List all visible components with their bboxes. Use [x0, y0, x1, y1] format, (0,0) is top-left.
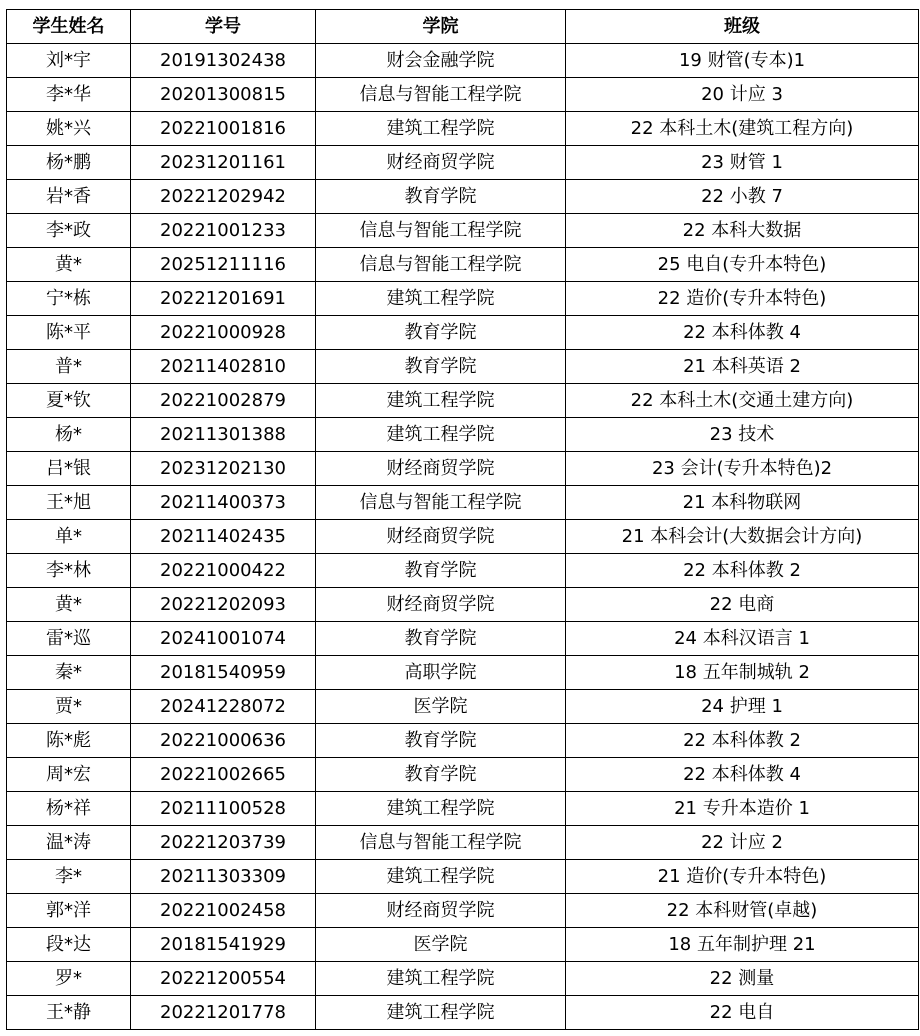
cell-class: 21 造价(专升本特色): [566, 860, 919, 894]
cell-student-name: 岩*香: [7, 180, 131, 214]
cell-student-id: 20221001233: [131, 214, 316, 248]
cell-student-name: 李*政: [7, 214, 131, 248]
table-row: [7, 962, 919, 996]
cell-class: 22 造价(专升本特色): [566, 282, 919, 316]
cell-class: 22 本科土木(建筑工程方向): [566, 112, 919, 146]
table-header: [7, 10, 919, 44]
cell-class: 22 本科财管(卓越): [566, 894, 919, 928]
cell-college: 教育学院: [316, 554, 566, 588]
cell-student-id: 20221001816: [131, 112, 316, 146]
table-row: [7, 690, 919, 724]
cell-student-name: 黄*: [7, 248, 131, 282]
cell-class: 24 本科汉语言 1: [566, 622, 919, 656]
cell-college: 财经商贸学院: [316, 146, 566, 180]
cell-student-name: 温*涛: [7, 826, 131, 860]
cell-college: 信息与智能工程学院: [316, 78, 566, 112]
cell-college: 信息与智能工程学院: [316, 486, 566, 520]
cell-class: 19 财管(专本)1: [566, 44, 919, 78]
cell-class: 22 本科体教 4: [566, 316, 919, 350]
cell-class: 22 电商: [566, 588, 919, 622]
cell-student-id: 20211100528: [131, 792, 316, 826]
cell-student-name: 陈*彪: [7, 724, 131, 758]
cell-student-id: 20201300815: [131, 78, 316, 112]
cell-student-id: 20191302438: [131, 44, 316, 78]
cell-student-name: 姚*兴: [7, 112, 131, 146]
cell-college: 信息与智能工程学院: [316, 826, 566, 860]
cell-college: 建筑工程学院: [316, 860, 566, 894]
cell-class: 25 电自(专升本特色): [566, 248, 919, 282]
cell-college: 建筑工程学院: [316, 962, 566, 996]
cell-student-name: 杨*祥: [7, 792, 131, 826]
cell-class: 22 本科土木(交通土建方向): [566, 384, 919, 418]
table-row: [7, 146, 919, 180]
table-row: [7, 112, 919, 146]
cell-college: 信息与智能工程学院: [316, 248, 566, 282]
cell-student-id: 20211402810: [131, 350, 316, 384]
table-row: [7, 486, 919, 520]
cell-class: 22 本科体教 2: [566, 724, 919, 758]
table-row: [7, 180, 919, 214]
cell-student-id: 20211303309: [131, 860, 316, 894]
cell-student-name: 郭*洋: [7, 894, 131, 928]
table-row: [7, 928, 919, 962]
cell-student-id: 20241228072: [131, 690, 316, 724]
table-row: [7, 248, 919, 282]
cell-class: 22 本科体教 2: [566, 554, 919, 588]
table-row: [7, 214, 919, 248]
table-row: [7, 452, 919, 486]
cell-student-name: 夏*钦: [7, 384, 131, 418]
cell-class: 20 计应 3: [566, 78, 919, 112]
table-row: [7, 724, 919, 758]
header-college: 学院: [316, 10, 566, 44]
cell-student-name: 王*静: [7, 996, 131, 1030]
cell-student-id: 20241001074: [131, 622, 316, 656]
table-row: [7, 384, 919, 418]
cell-college: 财经商贸学院: [316, 894, 566, 928]
cell-student-id: 20231202130: [131, 452, 316, 486]
cell-student-id: 20221000928: [131, 316, 316, 350]
table-row: [7, 792, 919, 826]
cell-student-id: 20231201161: [131, 146, 316, 180]
cell-student-name: 秦*: [7, 656, 131, 690]
cell-student-name: 普*: [7, 350, 131, 384]
table-row: [7, 44, 919, 78]
table-row: [7, 554, 919, 588]
cell-class: 21 本科物联网: [566, 486, 919, 520]
cell-student-id: 20221200554: [131, 962, 316, 996]
cell-student-name: 宁*栋: [7, 282, 131, 316]
cell-student-name: 黄*: [7, 588, 131, 622]
cell-student-name: 罗*: [7, 962, 131, 996]
cell-student-id: 20181541929: [131, 928, 316, 962]
cell-college: 建筑工程学院: [316, 996, 566, 1030]
cell-student-id: 20251211116: [131, 248, 316, 282]
cell-college: 财会金融学院: [316, 44, 566, 78]
cell-college: 高职学院: [316, 656, 566, 690]
cell-class: 18 五年制护理 21: [566, 928, 919, 962]
cell-student-id: 20221203739: [131, 826, 316, 860]
cell-class: 18 五年制城轨 2: [566, 656, 919, 690]
cell-college: 教育学院: [316, 180, 566, 214]
cell-student-name: 雷*巡: [7, 622, 131, 656]
cell-student-name: 杨*鹏: [7, 146, 131, 180]
header-student-id: 学号: [131, 10, 316, 44]
table-row: [7, 588, 919, 622]
header-student-name: 学生姓名: [7, 10, 131, 44]
cell-student-id: 20211402435: [131, 520, 316, 554]
table-row: [7, 894, 919, 928]
cell-class: 24 护理 1: [566, 690, 919, 724]
cell-student-name: 陈*平: [7, 316, 131, 350]
cell-college: 医学院: [316, 928, 566, 962]
cell-student-name: 单*: [7, 520, 131, 554]
table-row: [7, 826, 919, 860]
cell-student-id: 20181540959: [131, 656, 316, 690]
cell-college: 财经商贸学院: [316, 452, 566, 486]
cell-college: 教育学院: [316, 316, 566, 350]
cell-class: 22 小教 7: [566, 180, 919, 214]
cell-student-name: 杨*: [7, 418, 131, 452]
cell-student-id: 20221202942: [131, 180, 316, 214]
table-row: [7, 78, 919, 112]
cell-class: 23 财管 1: [566, 146, 919, 180]
cell-college: 教育学院: [316, 350, 566, 384]
cell-class: 22 测量: [566, 962, 919, 996]
cell-college: 建筑工程学院: [316, 418, 566, 452]
cell-class: 22 计应 2: [566, 826, 919, 860]
cell-student-id: 20211400373: [131, 486, 316, 520]
cell-student-name: 李*: [7, 860, 131, 894]
table-row: [7, 282, 919, 316]
table-row: [7, 622, 919, 656]
table-row: [7, 656, 919, 690]
cell-student-name: 吕*银: [7, 452, 131, 486]
cell-class: 21 本科会计(大数据会计方向): [566, 520, 919, 554]
cell-college: 教育学院: [316, 758, 566, 792]
table-row: [7, 758, 919, 792]
cell-student-name: 李*林: [7, 554, 131, 588]
cell-class: 22 本科大数据: [566, 214, 919, 248]
table-row: [7, 996, 919, 1030]
cell-student-id: 20221202093: [131, 588, 316, 622]
cell-student-name: 李*华: [7, 78, 131, 112]
cell-student-id: 20221002458: [131, 894, 316, 928]
cell-college: 财经商贸学院: [316, 588, 566, 622]
cell-student-id: 20221201691: [131, 282, 316, 316]
cell-class: 21 本科英语 2: [566, 350, 919, 384]
cell-class: 23 会计(专升本特色)2: [566, 452, 919, 486]
cell-student-id: 20221000422: [131, 554, 316, 588]
cell-student-name: 周*宏: [7, 758, 131, 792]
header-row: [7, 10, 919, 44]
cell-student-name: 贾*: [7, 690, 131, 724]
table-row: [7, 860, 919, 894]
header-class: 班级: [566, 10, 919, 44]
cell-class: 22 本科体教 4: [566, 758, 919, 792]
cell-student-id: 20221000636: [131, 724, 316, 758]
cell-college: 建筑工程学院: [316, 792, 566, 826]
cell-student-id: 20221201778: [131, 996, 316, 1030]
cell-college: 建筑工程学院: [316, 384, 566, 418]
cell-class: 21 专升本造价 1: [566, 792, 919, 826]
cell-college: 教育学院: [316, 622, 566, 656]
cell-college: 财经商贸学院: [316, 520, 566, 554]
table-row: [7, 350, 919, 384]
cell-student-name: 段*达: [7, 928, 131, 962]
cell-college: 医学院: [316, 690, 566, 724]
cell-class: 23 技术: [566, 418, 919, 452]
cell-student-name: 刘*宇: [7, 44, 131, 78]
student-table: [6, 9, 919, 1030]
cell-student-id: 20211301388: [131, 418, 316, 452]
table-body: [7, 44, 919, 1030]
cell-student-name: 王*旭: [7, 486, 131, 520]
cell-college: 信息与智能工程学院: [316, 214, 566, 248]
table-row: [7, 316, 919, 350]
cell-college: 建筑工程学院: [316, 282, 566, 316]
cell-college: 建筑工程学院: [316, 112, 566, 146]
cell-college: 教育学院: [316, 724, 566, 758]
table-row: [7, 520, 919, 554]
cell-student-id: 20221002665: [131, 758, 316, 792]
cell-student-id: 20221002879: [131, 384, 316, 418]
table-row: [7, 418, 919, 452]
cell-class: 22 电自: [566, 996, 919, 1030]
